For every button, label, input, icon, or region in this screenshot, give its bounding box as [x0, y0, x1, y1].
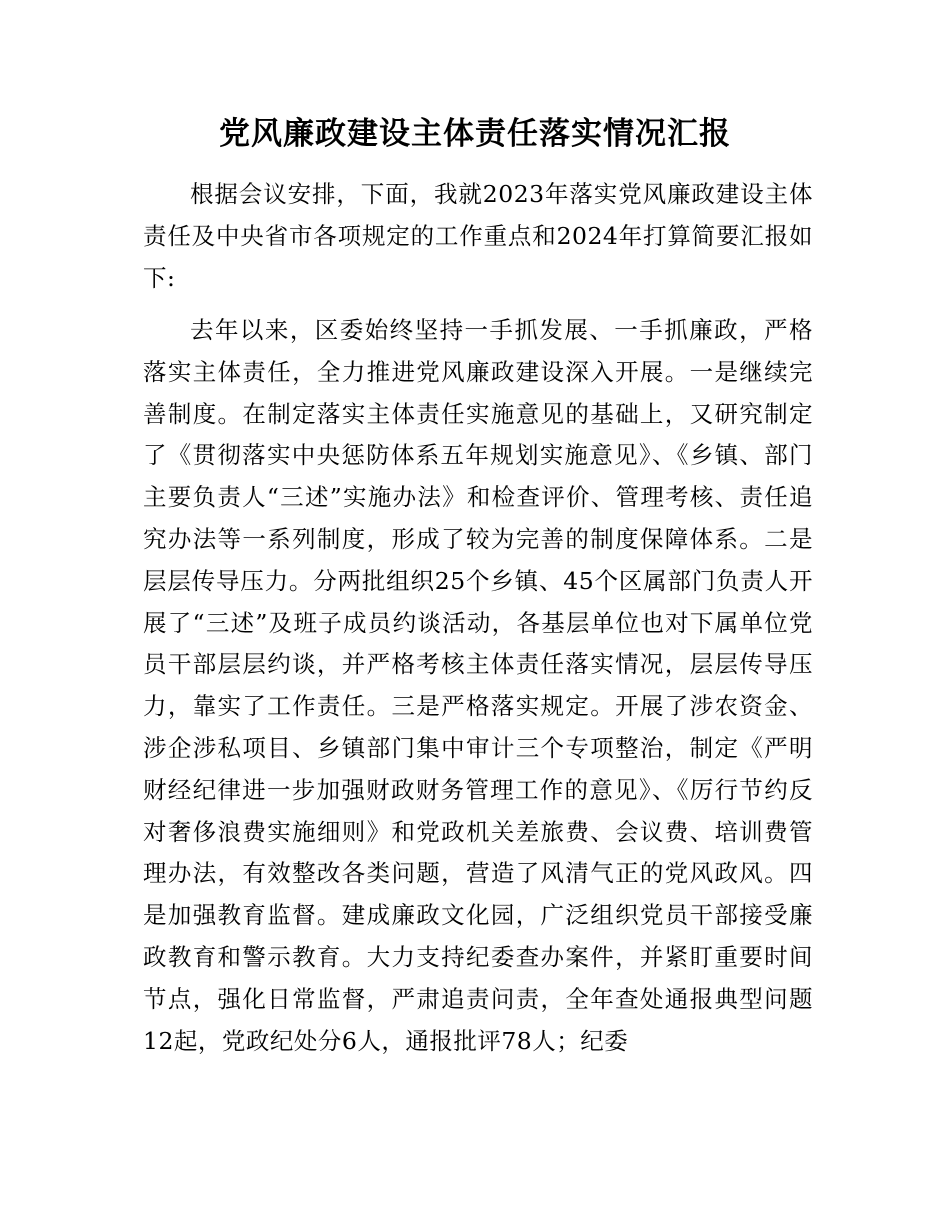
paragraph-review: 去年以来，区委始终坚持一手抓发展、一手抓廉政，严格落实主体责任，全力推进党风廉政建设深入开展。一是继续完善制度。在制定落实主体责任实施意见的基础上，又研究制定了《贯彻落实中央惩防体系五年规划实施意见》、《乡镇、部门主要负责人“三述”实施办法》和检查评价、管理考核、责任追究办法等一系列制度，形成了较为完善的制度保障体系。二是层层传导压力。分两批组织25个乡镇、45个区属部门负责人开展了“三述”及班子成员约谈活动，各基层单位也对下属单位党员干部层层约谈，并严格考核主体责任落实情况，层层传导压力，靠实了工作责任。三是严格落实规定。开展了涉农资金、涉企涉私项目、乡镇部门集中审计三个专项整治，制定《严明财经纪律进一步加强财政财务管理工作的意见》、《厉行节约反对奢侈浪费实施细则》和党政机关差旅费、会议费、培训费管理办法，有效整改各类问题，营造了风清气正的党风政风。四是加强教育监督。建成廉政文化园，广泛组织党员干部接受廉政教育和警示教育。大力支持纪委查办案件，并紧盯重要时间节点，强化日常监督，严肃追责问责，全年查处通报典型问题12起，党政纪处分6人，通报批评78人；纪委	[143, 316, 813, 1055]
document-title: 党风廉政建设主体责任落实情况汇报	[219, 116, 731, 152]
paragraph-intro: 根据会议安排，下面，我就2023年落实党风廉政建设主体责任及中央省市各项规定的工作重点和2024年打算简要汇报如下:	[143, 180, 813, 292]
